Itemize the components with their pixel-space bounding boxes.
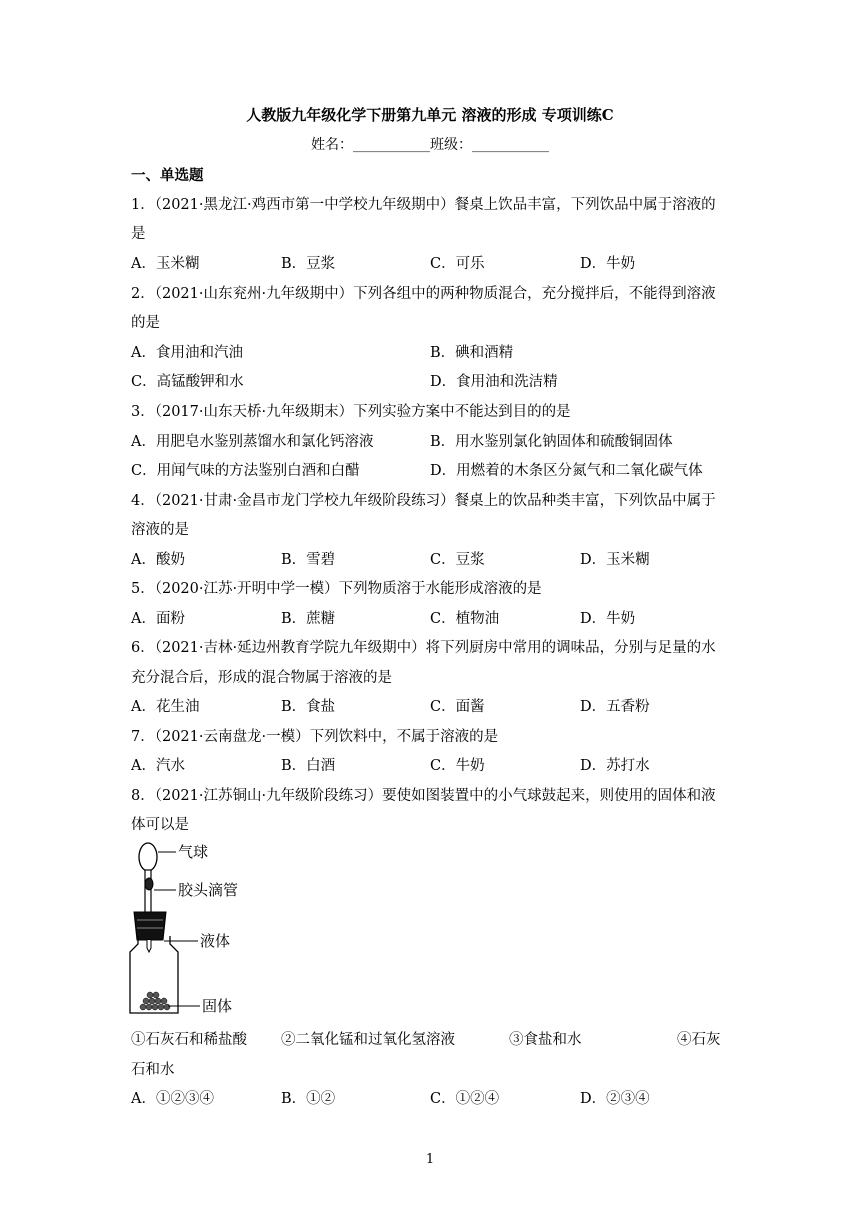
question-4-option-a: A．酸奶	[131, 552, 185, 568]
question-1-line-2: 是	[131, 226, 146, 242]
page-number: 1	[425, 1152, 435, 1167]
question-6-line-1: 6．（2021·吉林·延边州教育学院九年级期中）将下列厨房中常用的调味品，分别与足量的水	[131, 640, 716, 656]
figure-label-liquid: 液体	[200, 932, 231, 950]
dropper-bulb	[145, 878, 153, 890]
question-7-option-c: C．牛奶	[430, 758, 485, 774]
question-8-option-d: D．②③④	[580, 1091, 650, 1107]
balloon-apparatus-figure	[128, 840, 252, 1016]
question-6-option-c: C．面酱	[430, 699, 485, 715]
question-4-line-1: 4．（2021·甘肃·金昌市龙门学校九年级阶段练习）餐桌上的饮品种类丰富，下列饮品中属于	[131, 493, 716, 509]
question-5-option-a: A．面粉	[131, 611, 185, 627]
document-title: 人教版九年级化学下册第九单元 溶液的形成 专项训练C	[246, 106, 614, 124]
question-6-option-d: D．五香粉	[580, 699, 650, 715]
question-8-option-c: C．①②④	[430, 1091, 500, 1107]
question-2-line-1: 2．（2021·山东兖州·九年级期中）下列各组中的两种物质混合，充分搅拌后，不能得到溶液	[131, 286, 716, 302]
question-7-option-b: B．白酒	[281, 758, 336, 774]
question-4-line-2: 溶液的是	[131, 522, 189, 538]
question-2-option-a: A．食用油和汽油	[131, 345, 243, 361]
name-class-line: 姓名：___________班级：___________	[311, 137, 549, 153]
question-3-option-d: D．用燃着的木条区分氮气和二氧化碳气体	[430, 463, 703, 479]
question-3-option-b: B．用水鉴别氯化钠固体和硫酸铜固体	[430, 434, 673, 450]
section-heading: 一、单选题	[131, 167, 204, 184]
question-1-option-d: D．牛奶	[580, 256, 636, 272]
question-4-option-d: D．玉米糊	[580, 552, 650, 568]
question-3-line-1: 3．（2017·山东天桥·九年级期末）下列实验方案中不能达到目的的是	[131, 404, 571, 420]
figure-label-balloon: 气球	[178, 843, 209, 861]
question-5-line-1: 5．（2020·江苏·开明中学一模）下列物质溶于水能形成溶液的是	[131, 581, 542, 597]
question-1-option-a: A．玉米糊	[131, 256, 200, 272]
question-6-option-b: B．食盐	[281, 699, 336, 715]
question-8-choice-1: ①石灰石和稀盐酸	[131, 1032, 247, 1048]
question-8-option-b: B．①②	[281, 1091, 336, 1107]
question-5-option-d: D．牛奶	[580, 611, 636, 627]
question-2-option-d: D．食用油和洗洁精	[430, 374, 558, 390]
question-7-option-a: A．汽水	[131, 758, 185, 774]
question-5-option-c: C．植物油	[430, 611, 500, 627]
question-6-option-a: A．花生油	[131, 699, 200, 715]
question-3-option-a: A．用肥皂水鉴别蒸馏水和氯化钙溶液	[131, 434, 374, 450]
question-8-choice-2: ②二氧化锰和过氧化氢溶液	[281, 1032, 455, 1048]
question-8-option-a: A．①②③④	[131, 1091, 214, 1107]
question-2-option-b: B．碘和酒精	[430, 345, 514, 361]
question-8-line-1: 8．（2021·江苏铜山·九年级阶段练习）要使如图装置中的小气球鼓起来，则使用的固体和液	[131, 788, 716, 804]
question-5-option-b: B．蔗糖	[281, 611, 336, 627]
question-8-choice-3: ③食盐和水	[509, 1032, 582, 1048]
question-3-option-c: C．用闻气味的方法鉴别白酒和白醋	[131, 463, 360, 479]
solid-granules	[140, 992, 170, 1010]
question-2-option-c: C．高锰酸钾和水	[131, 374, 244, 390]
question-1-line-1: 1．（2021·黑龙江·鸡西市第一中学校九年级期中）餐桌上饮品丰富，下列饮品中属于溶液的	[131, 197, 716, 213]
question-8-line-2: 体可以是	[131, 817, 189, 833]
question-8-choice-4: ④石灰	[677, 1032, 721, 1048]
question-7-line-1: 7．（2021·云南盘龙·一模）下列饮料中，不属于溶液的是	[131, 729, 499, 745]
rubber-stopper	[134, 912, 166, 940]
figure-label-solid: 固体	[202, 997, 233, 1015]
question-8-choice-4-continued: 石和水	[131, 1062, 175, 1078]
question-6-line-2: 充分混合后，形成的混合物属于溶液的是	[131, 670, 392, 686]
figure-label-dropper: 胶头滴管	[178, 881, 239, 899]
question-4-option-b: B．雪碧	[281, 552, 336, 568]
question-1-option-b: B．豆浆	[281, 256, 336, 272]
question-4-option-c: C．豆浆	[430, 552, 485, 568]
balloon-shape	[139, 843, 157, 871]
dropper-stem	[145, 870, 151, 918]
question-7-option-d: D．苏打水	[580, 758, 650, 774]
question-2-line-2: 的是	[131, 315, 160, 331]
question-1-option-c: C．可乐	[430, 256, 485, 272]
